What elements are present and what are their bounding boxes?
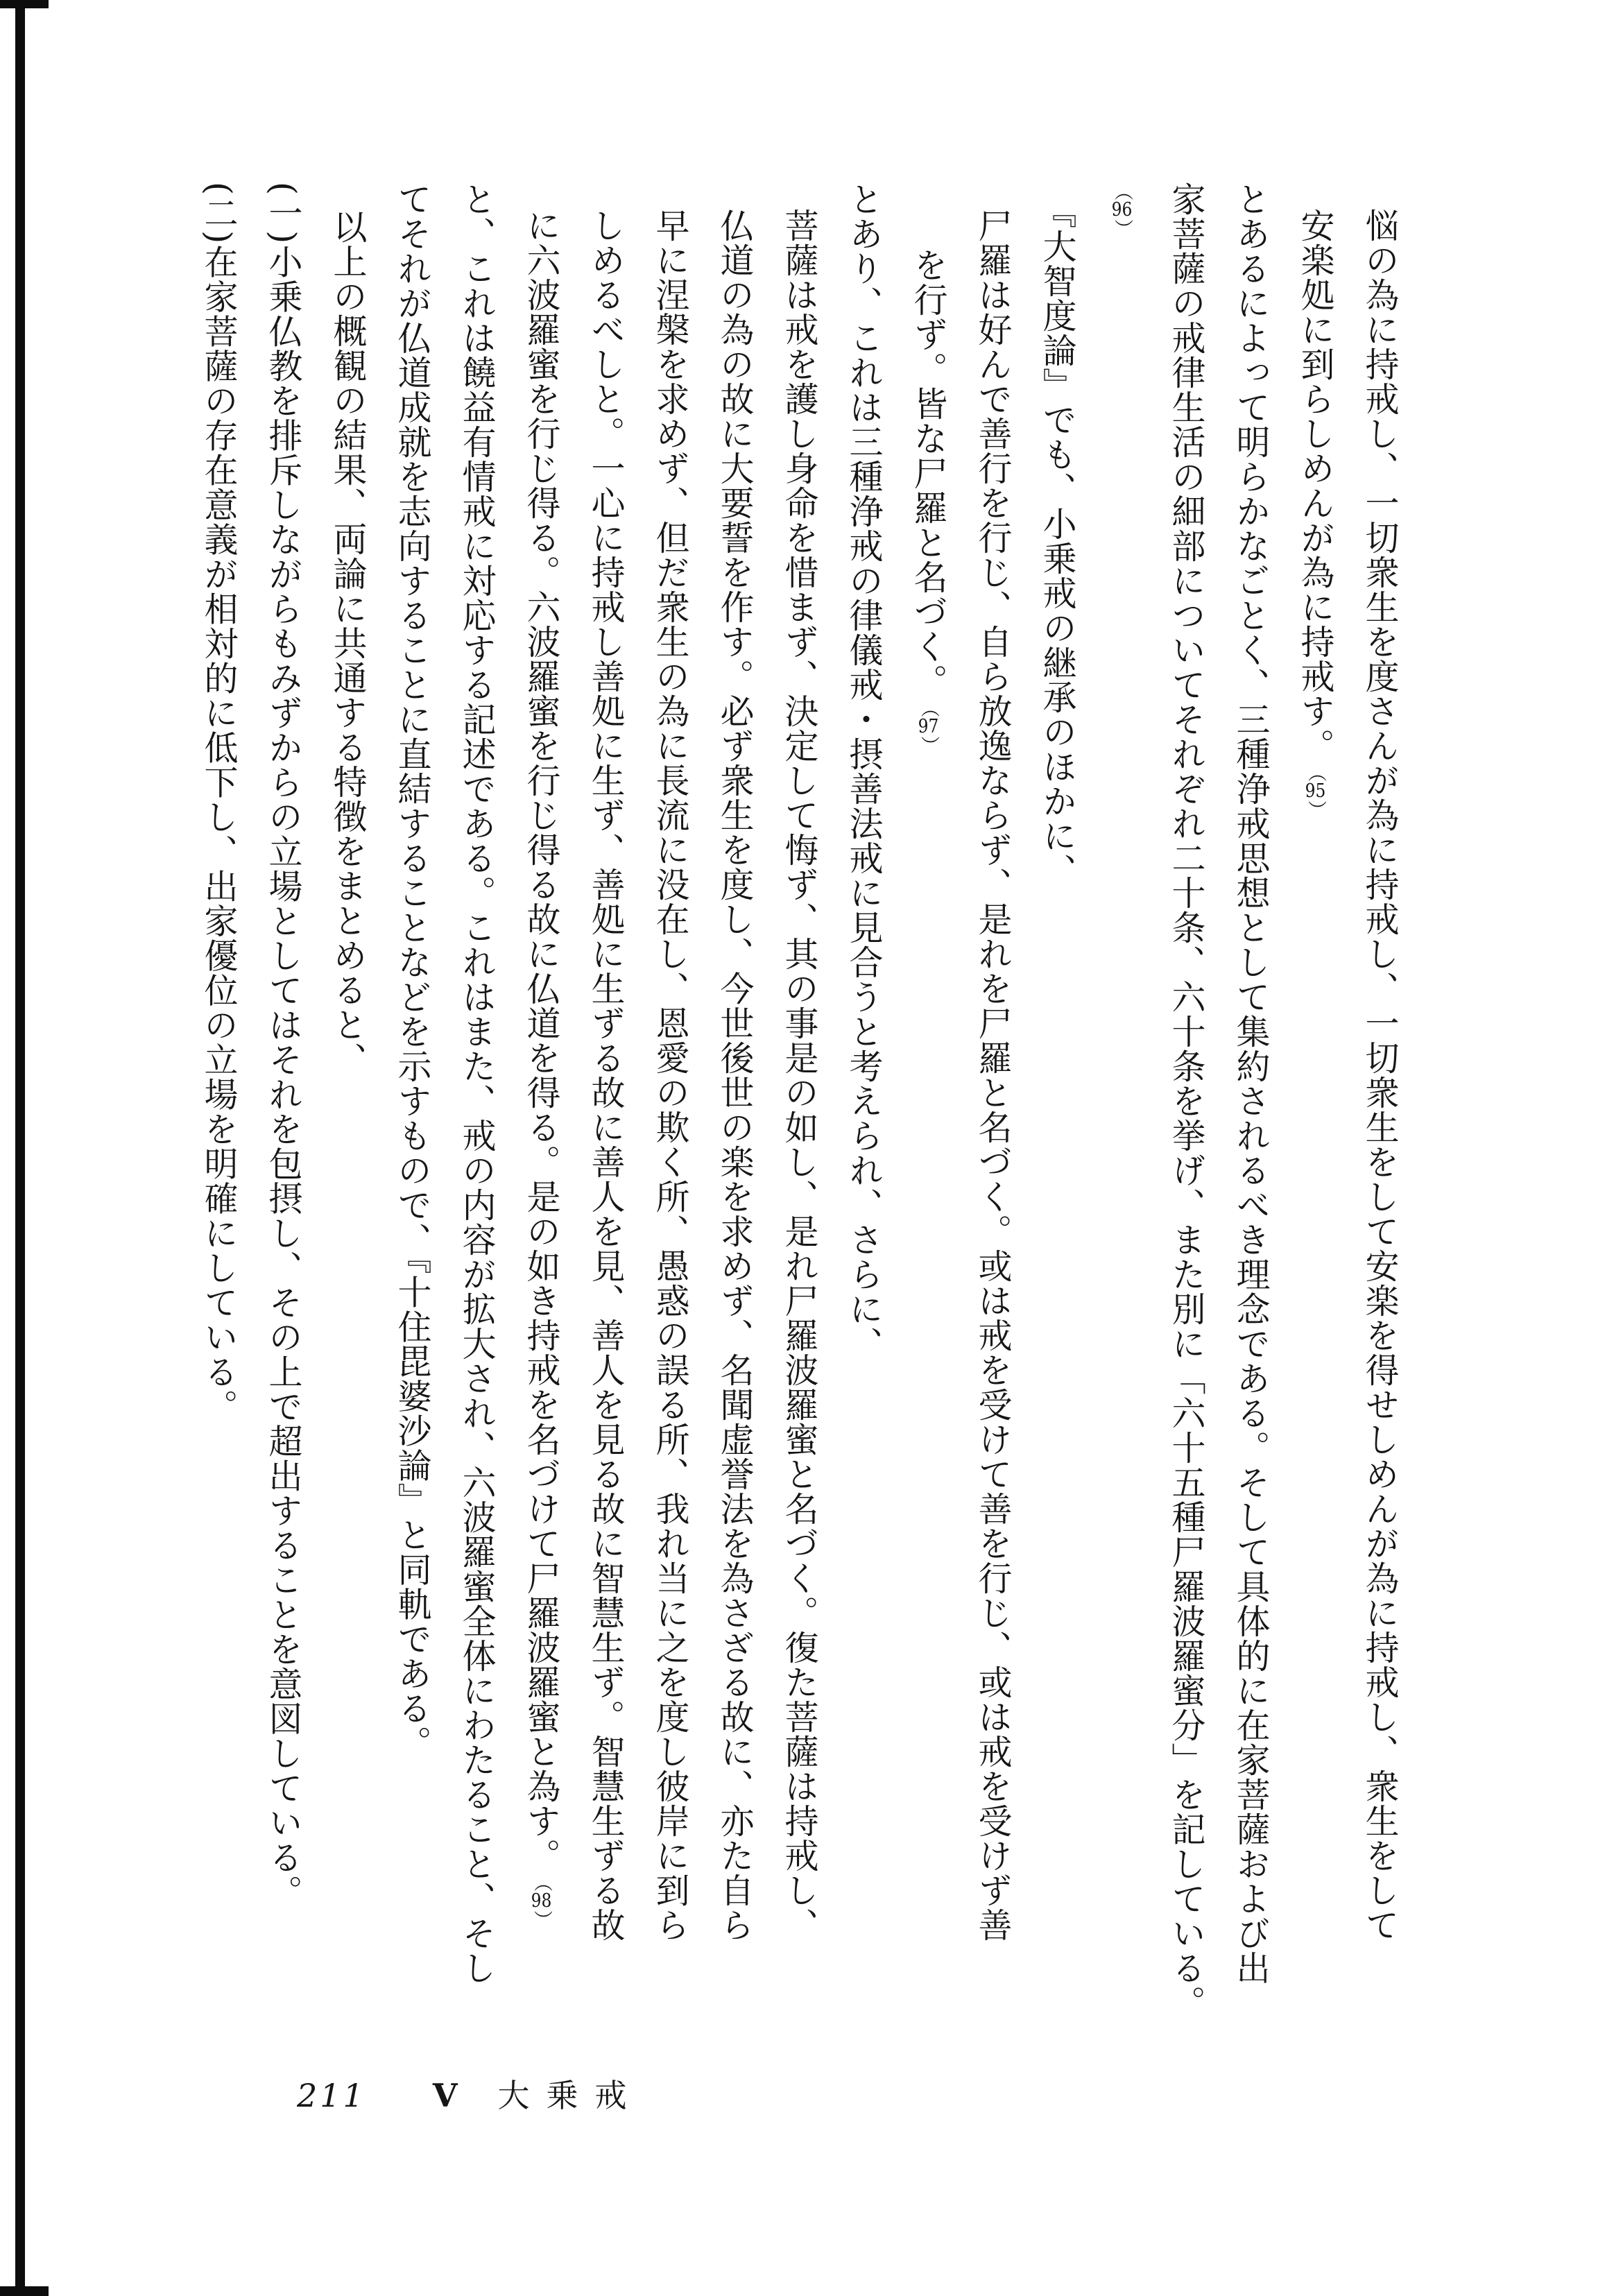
list-item-column-1 [251, 182, 316, 2055]
body-column [1090, 182, 1219, 2055]
body-column [380, 182, 445, 2055]
list-item-column-2 [187, 182, 251, 2055]
column-text: 早に涅槃を求めず、但だ衆生の為に長流に没在し、恩愛の欺く所、愚惑の誤る所、我れ当に之を度し彼岸に到ら [651, 208, 690, 1942]
footnote-ref-95: ︵ 95 ︶ [1305, 763, 1326, 819]
page-number: 211 [297, 2077, 366, 2114]
quote-column [896, 182, 961, 2055]
column-text: 尸羅は好んで善行を行じ、自ら放逸ならず、是れを尸羅と名づく。或は戒を受けて善を行じ、或は戒を受けず善 [973, 208, 1013, 1942]
page-footer [297, 2071, 644, 2116]
quote-column [638, 182, 703, 2055]
body-column [1025, 182, 1090, 2055]
column-text: と、これは饒益有情戒に対応する記述である。これはまた、戒の内容が拡大され、六波羅蜜全体にわたること、そし [457, 182, 497, 1985]
column-text: 以上の概観の結果、両論に共通する特徴をまとめると、 [328, 209, 368, 1077]
quote-column [961, 182, 1025, 2055]
quote-column [574, 182, 638, 2055]
column-text: 家菩薩の戒律生活の細部についてそれぞれ二十条、六十条を挙げ、また別に「六十五種尸羅波羅蜜分」を記している。 [1167, 182, 1206, 2020]
quote-column [509, 182, 574, 2055]
column-text: てそれが仏道成就を志向することに直結することなどを示すもので、『十住毘婆沙論』と同軌である。 [393, 182, 432, 1760]
section-title: 大乗戒 [497, 2077, 644, 2114]
body-column [445, 182, 509, 2055]
quote-column [767, 182, 832, 2055]
column-text: 『大智度論』でも、小乗戒の継承のほかに、 [1038, 194, 1077, 888]
column-text: に六波羅蜜を行じ得る。六波羅蜜を行じ得る故に仏道を得る。是の如き持戒を名づけて尸羅波羅蜜と為す。 [522, 208, 561, 1873]
footnote-ref-97: ︵ 97 ︶ [918, 699, 939, 755]
column-text: しめるべしと。一心に持戒し善処に生ず、善処に生ずる故に善人を見、善人を見る故に智慧生ず。智慧生ずる故 [586, 208, 626, 1942]
quote-column [703, 182, 767, 2055]
footnote-ref-96: ︵ 96 ︶ [1111, 182, 1133, 238]
section-number: V [432, 2077, 458, 2114]
column-text: を行ず。皆な尸羅と名づく。 [909, 248, 948, 699]
vertical-text-body [187, 182, 1412, 2055]
scan-edge-artifact-left [15, 0, 25, 2296]
column-text: とあるによって明らかなごとく、三種浄戒思想として集約されるべき理念である。そして具体的に在家菩薩および出 [1231, 182, 1271, 1985]
scan-edge-artifact-top-left [0, 0, 49, 8]
body-column [316, 182, 380, 2055]
scan-edge-artifact-bottom-left [0, 2286, 49, 2296]
column-text: 菩薩は戒を護し身命を惜まず、決定して悔ず、其の事是の如し、是れ尸羅波羅蜜と名づく。復た菩薩は持戒し、 [780, 208, 819, 1942]
footnote-ref-98: ︵ 98 ︶ [531, 1873, 552, 1929]
column-text: 安楽処に到らしめんが為に持戒す。 [1296, 208, 1335, 763]
column-text: 悩の為に持戒し、一切衆生を度さんが為に持戒し、一切衆生をして安楽を得せしめんが為に持戒し、衆生をして [1360, 208, 1400, 1942]
column-text: 仏道の為の故に大要誓を作す。必ず衆生を度し、今世後世の楽を求めず、名聞虚誉法を為さざる故に、亦た自ら [715, 208, 755, 1942]
quote-column [1283, 182, 1348, 2055]
body-column [832, 182, 896, 2055]
column-text: とあり、これは三種浄戒の律儀戒・摂善法戒に見合うと考えられ、さらに、 [844, 182, 884, 1361]
column-text: (一)小乗仏教を排斥しながらもみずからの立場としてはそれを包摂し、その上で超出することを意図している。 [264, 182, 303, 1910]
quote-column [1348, 182, 1412, 2055]
body-column [1219, 182, 1283, 2055]
column-text: (二)在家菩薩の存在意義が相対的に低下し、出家優位の立場を明確にしている。 [199, 182, 239, 1424]
